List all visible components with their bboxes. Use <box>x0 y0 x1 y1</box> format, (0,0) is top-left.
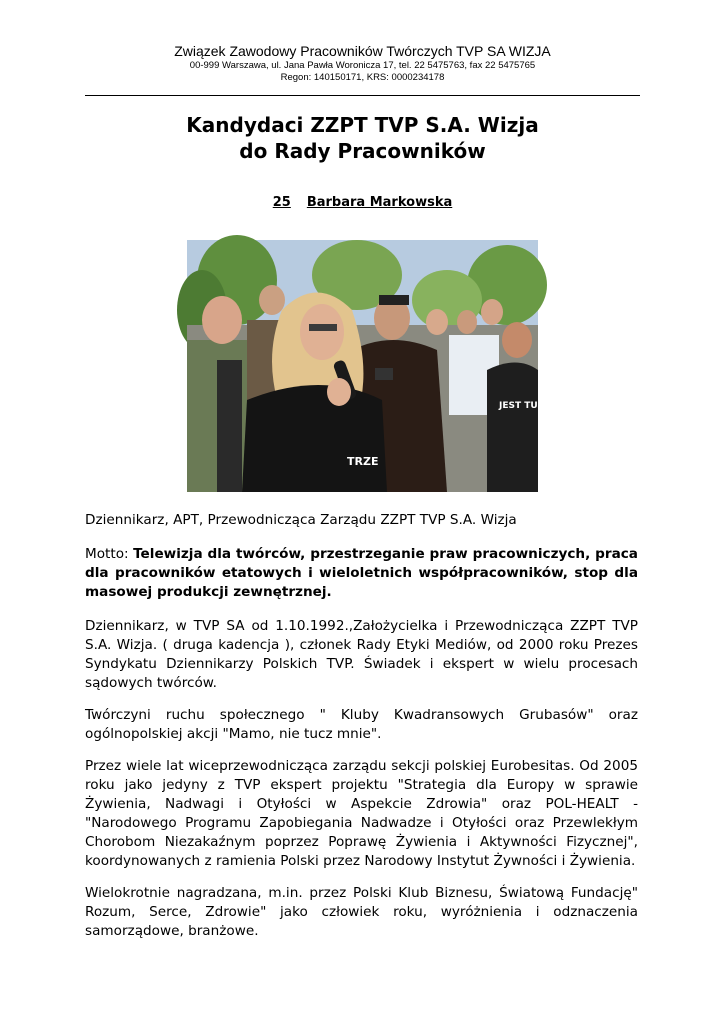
organization-name: Związek Zawodowy Pracowników Twórczych TVP SA WIZJA <box>174 43 551 59</box>
candidate-roles: Dziennikarz, APT, Przewodnicząca Zarządu ZZPT TVP S.A. Wizja <box>85 512 517 528</box>
candidate-photo <box>187 240 575 492</box>
bio-paragraph-4: Wielokrotnie nagradzana, m.in. przez Polski Klub Biznesu, Światową Fundację" Rozum, Serce, Zdrowie" jako człowiek roku, wyróżnienia i odznaczenia samorządowe, branżowe. <box>85 885 638 939</box>
letterhead <box>85 42 640 84</box>
candidate-heading <box>85 195 640 210</box>
organization-address: 00-999 Warszawa, ul. Jana Pawła Woronicza 17, tel. 22 5475763, fax 22 5475765 <box>189 60 536 71</box>
photo-shirt-text-2: TRZE <box>347 455 379 468</box>
organization-registry: Regon: 140150171, KRS: 0000234178 <box>280 72 445 83</box>
bio-paragraph-1: Dziennikarz, w TVP SA od 1.10.1992.,Założycielka i Przewodnicząca ZZPT TVP S.A. Wizja. ( druga kadencja ), członek Rady Etyki Mediów, od 2000 roku Prezes Syndykatu Dziennikarzy Polskich TVP. Świadek i ekspert w wielu procesach sądowych twórców. <box>85 618 638 691</box>
bio-paragraph-2: Twórczyni ruchu społecznego " Kluby Kwadransowych Grubasów" oraz ogólnopolskiej akcji "Mamo, nie tucz mnie". <box>85 707 638 742</box>
candidate-number: 25 <box>272 195 291 210</box>
title-line-2: do Rady Pracowników <box>239 139 486 163</box>
motto-label: Motto: <box>85 546 134 562</box>
motto <box>85 545 638 602</box>
motto-text: Telewizja dla twórców, przestrzeganie praw pracowniczych, praca dla pracowników etatowych i wieloletnich współpracowników, stop dla masowej produkcji zewnętrznej. <box>85 546 638 600</box>
candidate-name: Barbara Markowska <box>306 195 453 210</box>
title-line-1: Kandydaci ZZPT TVP S.A. Wizja <box>186 113 539 137</box>
bio-paragraph-3: Przez wiele lat wiceprzewodnicząca zarządu sekcji polskiej Eurobesitas. Od 2005 roku jako jedyny z TVP ekspert projektu "Strategia dla Europy w sprawie Żywienia, Nadwagi i Otyłości w Aspekcie Zdrowia" oraz POL-HEALT -"Narodowego Programu Zapobiegania Nadwadze i Otyłości oraz Przewlekłym Chorobom Niezakaźnym poprzez Poprawę Żywienia i Aktywności Fizycznej", koordynowanych z ramienia Polski przez Narodowy Instytut Żywności i Żywienia. <box>85 758 638 869</box>
header-divider <box>85 95 640 96</box>
document-title <box>85 112 640 164</box>
photo-shirt-text: JEST TU POTRZ <box>499 401 575 411</box>
